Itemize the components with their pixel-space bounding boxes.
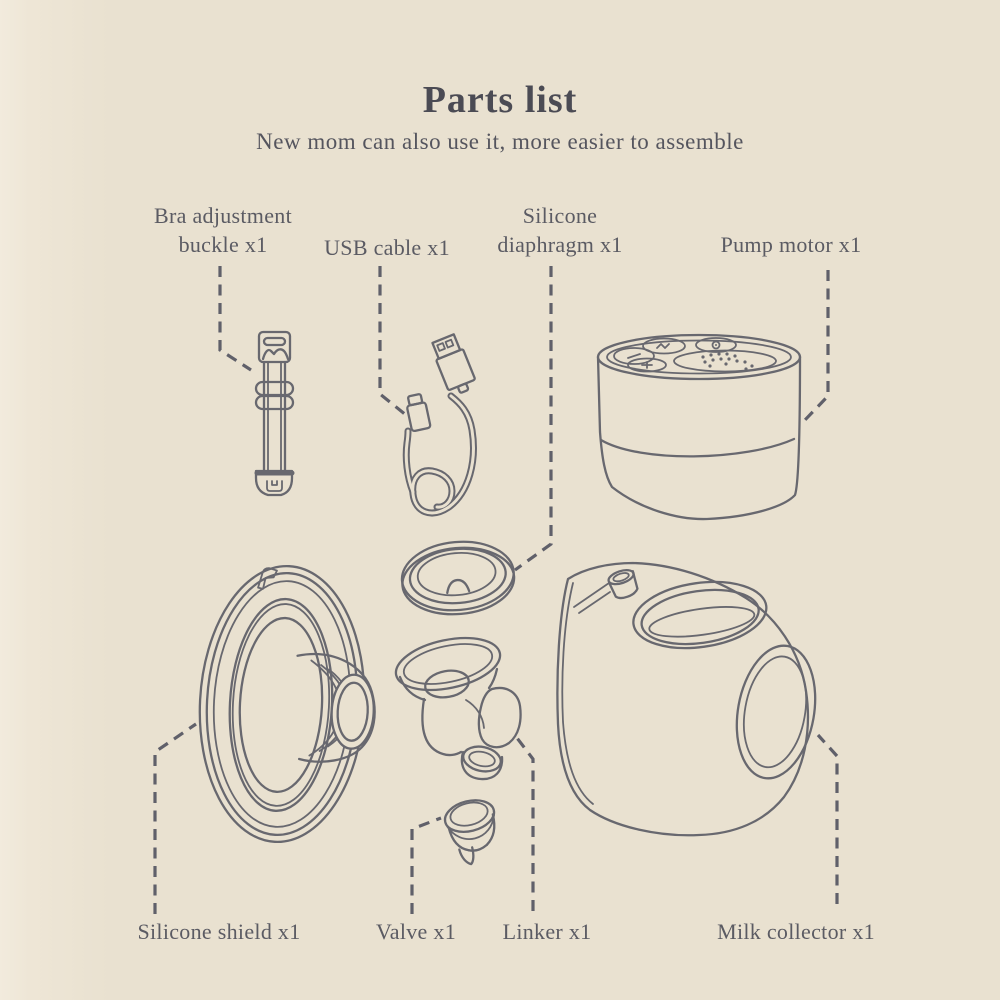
label-line: Silicone shield x1 xyxy=(137,919,301,944)
connector-linker xyxy=(517,738,533,911)
label-line: Bra adjustment xyxy=(153,203,292,228)
label-line: Silicone xyxy=(522,203,598,228)
connector-silicone-shield xyxy=(155,724,196,914)
connector-bra-buckle xyxy=(220,266,251,370)
micro-usb-connector xyxy=(405,393,431,431)
label-line: diaphragm x1 xyxy=(497,232,623,257)
connector-valve xyxy=(412,818,441,914)
milk-collector-spout xyxy=(607,567,640,600)
silicone-diaphragm-drawing xyxy=(399,537,517,618)
pump-motor-drawing xyxy=(598,335,800,519)
valve-drawing xyxy=(442,795,506,867)
label-line: USB cable x1 xyxy=(324,235,450,260)
connector-silicone-diaphragm xyxy=(515,266,551,570)
usb-cable-drawing xyxy=(405,333,478,513)
page-title: Parts list xyxy=(422,79,578,121)
label-line: Milk collector x1 xyxy=(717,919,875,944)
milk-collector-opening xyxy=(629,574,771,656)
connector-milk-collector xyxy=(818,735,837,904)
usb-cable-cord xyxy=(406,396,473,513)
connector-usb-cable xyxy=(380,266,406,415)
silicone-shield-drawing xyxy=(193,562,382,847)
connector-pump-motor xyxy=(804,270,828,421)
label-line: Valve x1 xyxy=(376,919,456,944)
linker-drawing xyxy=(391,630,520,780)
milk-collector-window xyxy=(727,639,825,784)
label-line: buckle x1 xyxy=(178,232,268,257)
bra-adjustment-buckle-drawing xyxy=(256,332,293,495)
label-line: Pump motor x1 xyxy=(720,232,862,257)
usb-a-connector xyxy=(430,333,478,397)
label-line: Linker x1 xyxy=(502,919,592,944)
page-subtitle: New mom can also use it, more easier to assemble xyxy=(256,129,744,154)
milk-collector-drawing xyxy=(557,563,825,835)
